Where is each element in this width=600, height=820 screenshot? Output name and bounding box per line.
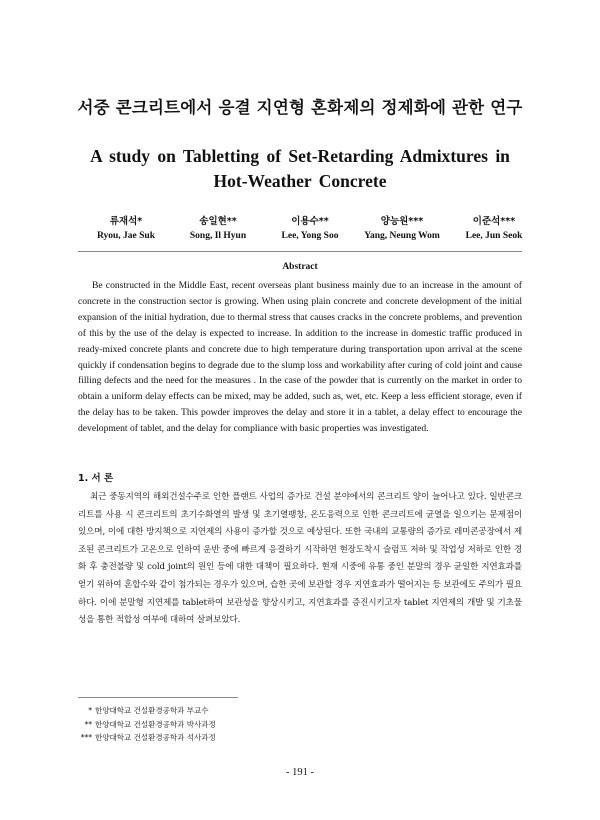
abstract-heading: Abstract (282, 262, 318, 272)
footnote (78, 731, 378, 745)
page-number: - 191 - (286, 767, 314, 778)
footnote-mark: *** (80, 733, 92, 742)
author-name-english: Ryou, Jae Suk (96, 231, 155, 241)
paper-title-english: A study on Tabletting of Set-Retarding Admixtures in Hot-Weather Concrete (90, 146, 510, 191)
footnote (78, 704, 378, 718)
author-name-korean: 양능원*** (380, 216, 424, 227)
author-name-korean: 이준석*** (472, 216, 516, 227)
section-heading-introduction: 1. 서 론 (78, 473, 114, 484)
footnote-mark: ** (84, 719, 92, 729)
header-divider (78, 251, 522, 252)
author (172, 215, 264, 243)
footnote (78, 718, 378, 732)
author-name-korean: 송일현** (199, 216, 237, 227)
footnote-text: 한양대학교 건설환경공학과 박사과정 (95, 719, 216, 729)
abstract-text: Be constructed in the Middle East, recent overseas plant business mainly due to an increase in the amount of concrete in the construction sector is growing. When using plain concrete and concrete development of the initial expansion of the initial hydration, due to thermal stress that causes cracks in the concrete problems, and prevention of this by the use of the delay is expected to increase. In addition to the increase in domestic traffic produced in ready-mixed concrete plants and concrete due to high temperature during transportation upon arrival at the scene quickly if condensation begins to degrade due to the slump loss and workability after curing of cold joint and cause filling defects and the need for the measures . In the case of the powder that is currently on the market in order to obtain a uniform delay effects can be mixed, may be added, such as, wet, etc. Keep a less efficient storage, even if the delay has to be taken. This powder improves the delay and store it in a tablet, a delay effect to encourage the development of tablet, and the delay for compliance with basic properties was investigated. (78, 280, 522, 435)
author (264, 215, 356, 243)
author (80, 215, 172, 243)
paper-title-korean: 서중 콘크리트에서 응결 지연형 혼화제의 정제화에 관한 연구 (77, 98, 523, 117)
footnote-text: 한양대학교 건설환경공학과 부교수 (95, 706, 209, 715)
author-name-english: Lee, Jun Seok (465, 231, 523, 241)
footnote-text: 한양대학교 건설환경공학과 석사과정 (95, 733, 216, 742)
footnote-mark: * (88, 706, 92, 715)
author (448, 215, 540, 243)
author-name-korean: 이용수** (291, 216, 329, 227)
footnotes (78, 704, 378, 745)
author-name-english: Yang, Neung Wom (364, 231, 440, 241)
author-list (80, 215, 540, 243)
author-name-english: Lee, Yong Soo (281, 231, 339, 241)
author-name-english: Song, Il Hyun (189, 231, 247, 241)
author-name-korean: 류재석* (109, 216, 143, 227)
footnote-divider (78, 697, 238, 698)
author (356, 215, 448, 243)
introduction-paragraph: 최근 중동지역의 해외건설수주로 인한 플랜트 사업의 증가로 건설 분야에서의 콘크리트 양이 늘어나고 있다. 일반콘크리트를 사용 시 콘크리트의 초기수화열의 발생 및 초기열팽창, 온도응력으로 인한 콘크리트에 균열을 일으키는 문제점이 있으며, 이에 대한 방지책으로 지연제의 사용이 증가할 것으로 예상된다. 또한 국내의 교통량의 증가로 레미콘공장에서 제조된 콘크리트가 고온으로 인하여 운반 중에 빠르게 응결하기 시작하면 현장도착시 슬럼프 저하 및 작업성 저하로 인한 경화 후 충전불량 및 cold joint의 원인 등에 대한 대책이 필요하다. 현재 시중에 유통 중인 분말의 경우 균일한 지연효과를 얻기 위하여 혼합수와 같이 첨가되는 경우가 있으며, 습한 곳에 보관할 경우 지연효과가 떨어지는 등 보관에도 주의가 필요하다. 이에 분말형 지연제를 tablet하여 보관성을 향상시키고, 지연효과를 증진시키고자 tablet 지연제의 개발 및 기초물성을 통한 적합성 여부에 대하여 살펴보았다. (78, 492, 522, 626)
